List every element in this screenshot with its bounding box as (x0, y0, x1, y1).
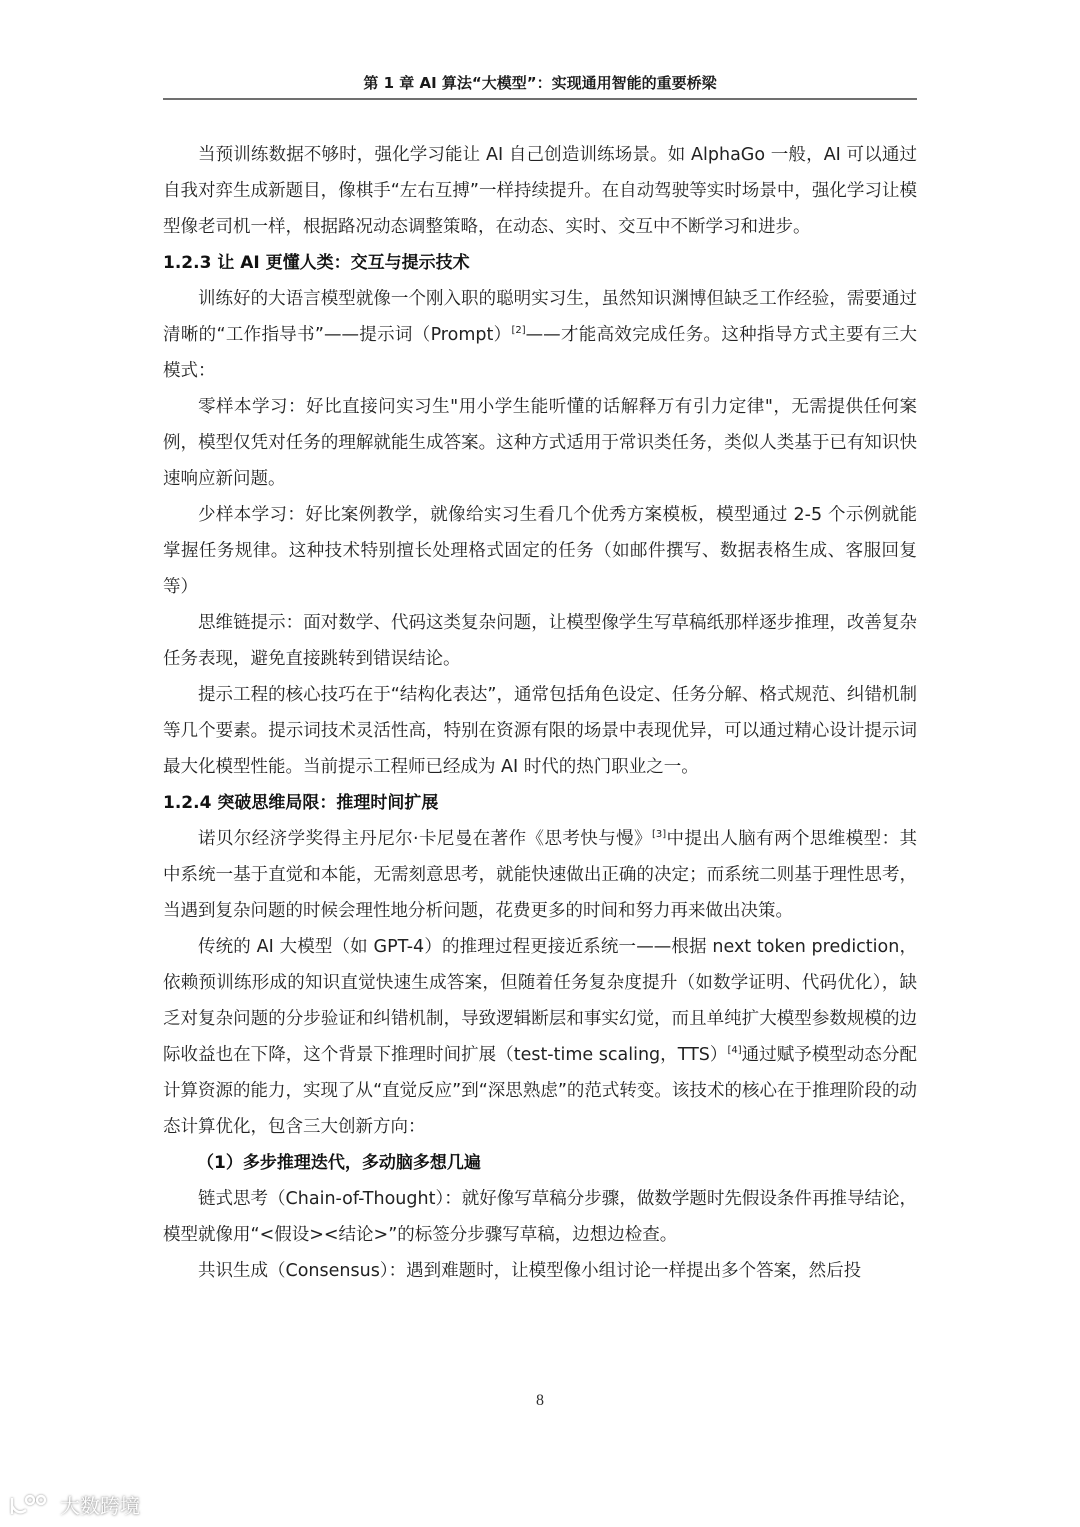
paragraph-zero-shot: 零样本学习：好比直接问实习生"用小学生能听懂的话解释万有引力定律"，无需提供任何案例，模型仅凭对任务的理解就能生成答案。这种方式适用于常识类任务，类似人类基于已有知识快速响应新问题。 (163, 397, 917, 489)
citation-ref-3[interactable]: [3] (651, 829, 667, 841)
sub-heading-multistep-reasoning: （1）多步推理迭代，多动脑多想几遍 (197, 1153, 481, 1173)
text: 中提出人脑有两个思维模型：其中系统一基于直觉和本能，无需刻意思考，就能快速做出正确的决定；而系统二则基于理性思考，当遇到复杂问题的时候会理性地分析问题，花费更多的时间和努力再来做出决策。 (163, 829, 918, 921)
page-body (163, 137, 917, 1289)
paragraph-chain-of-thought: 链式思考（Chain-of-Thought）：就好像写草稿分步骤，做数学题时先假设条件再推导结论，模型就像用“<假设><结论>”的标签分步骤写草稿，边想边检查。 (163, 1189, 917, 1245)
page-number: 8 (536, 1392, 544, 1409)
text: 通过赋予模型动态分配计算资源的能力，实现了从“直觉反应”到“深思熟虑”的范式转变。该技术的核心在于推理阶段的动态计算优化，包含三大创新方向： (163, 1045, 917, 1137)
paragraph-prompt-intro (163, 281, 917, 389)
watermark-brand-text: 大数跨境 (60, 1494, 140, 1518)
text: 训练好的大语言模型就像一个刚入职的聪明实习生，虽然知识渊博但缺乏工作经验，需要通过清晰的“工作指导书”——提示词（Prompt） (163, 289, 917, 345)
paragraph-chain-of-thought-prompt: 思维链提示：面对数学、代码这类复杂问题，让模型像学生写草稿纸那样逐步推理，改善复杂任务表现，避免直接跳转到错误结论。 (163, 613, 917, 669)
watermark (8, 1490, 140, 1519)
citation-ref-2[interactable]: [2] (511, 325, 526, 337)
text: ——才能高效完成任务。这种指导方式主要有三大模式： (163, 325, 917, 381)
brand-logo-icon (8, 1492, 54, 1518)
running-header: 第 1 章 AI 算法“大模型”：实现通用智能的重要桥梁 (363, 74, 717, 92)
paragraph-test-time-scaling (163, 929, 917, 1145)
section-heading-1-2-4: 1.2.4 突破思维局限：推理时间扩展 (163, 793, 439, 813)
header-divider (163, 98, 917, 100)
paragraph-few-shot: 少样本学习：好比案例教学，就像给实习生看几个优秀方案模板，模型通过 2-5 个示例就能掌握任务规律。这种技术特别擅长处理格式固定的任务（如邮件撰写、数据表格生成、客服回复等） (163, 505, 917, 597)
paragraph-reinforcement-learning: 当预训练数据不够时，强化学习能让 AI 自己创造训练场景。如 AlphaGo 一般，AI 可以通过自我对弈生成新题目，像棋手“左右互搏”一样持续提升。在自动驾驶等实时场景中，强化学习让模型像老司机一样，根据路况动态调整策略，在动态、实时、交互中不断学习和进步。 (163, 145, 917, 237)
text: 传统的 AI 大模型（如 GPT-4）的推理过程更接近系统一——根据 next token prediction，依赖预训练形成的知识直觉快速生成答案，但随着任务复杂度提升（如数学证明、代码优化），缺乏对复杂问题的分步验证和纠错机制，导致逻辑断层和事实幻觉，而且单纯扩大模型参数规模的边际收益也在下降，这个背景下推理时间扩展（test-time scaling，TTS） (163, 937, 917, 1065)
text: 诺贝尔经济学奖得主丹尼尔·卡尼曼在著作《思考快与慢》 (198, 829, 652, 849)
paragraph-prompt-engineering: 提示工程的核心技巧在于“结构化表达”，通常包括角色设定、任务分解、格式规范、纠错机制等几个要素。提示词技术灵活性高，特别在资源有限的场景中表现优异，可以通过精心设计提示词最大化模型性能。当前提示工程师已经成为 AI 时代的热门职业之一。 (163, 685, 917, 777)
citation-ref-4[interactable]: [4] (727, 1045, 742, 1057)
paragraph-kahneman (163, 821, 917, 929)
section-heading-1-2-3: 1.2.3 让 AI 更懂人类：交互与提示技术 (163, 253, 470, 273)
paragraph-consensus: 共识生成（Consensus）：遇到难题时，让模型像小组讨论一样提出多个答案，然后投 (198, 1261, 862, 1281)
